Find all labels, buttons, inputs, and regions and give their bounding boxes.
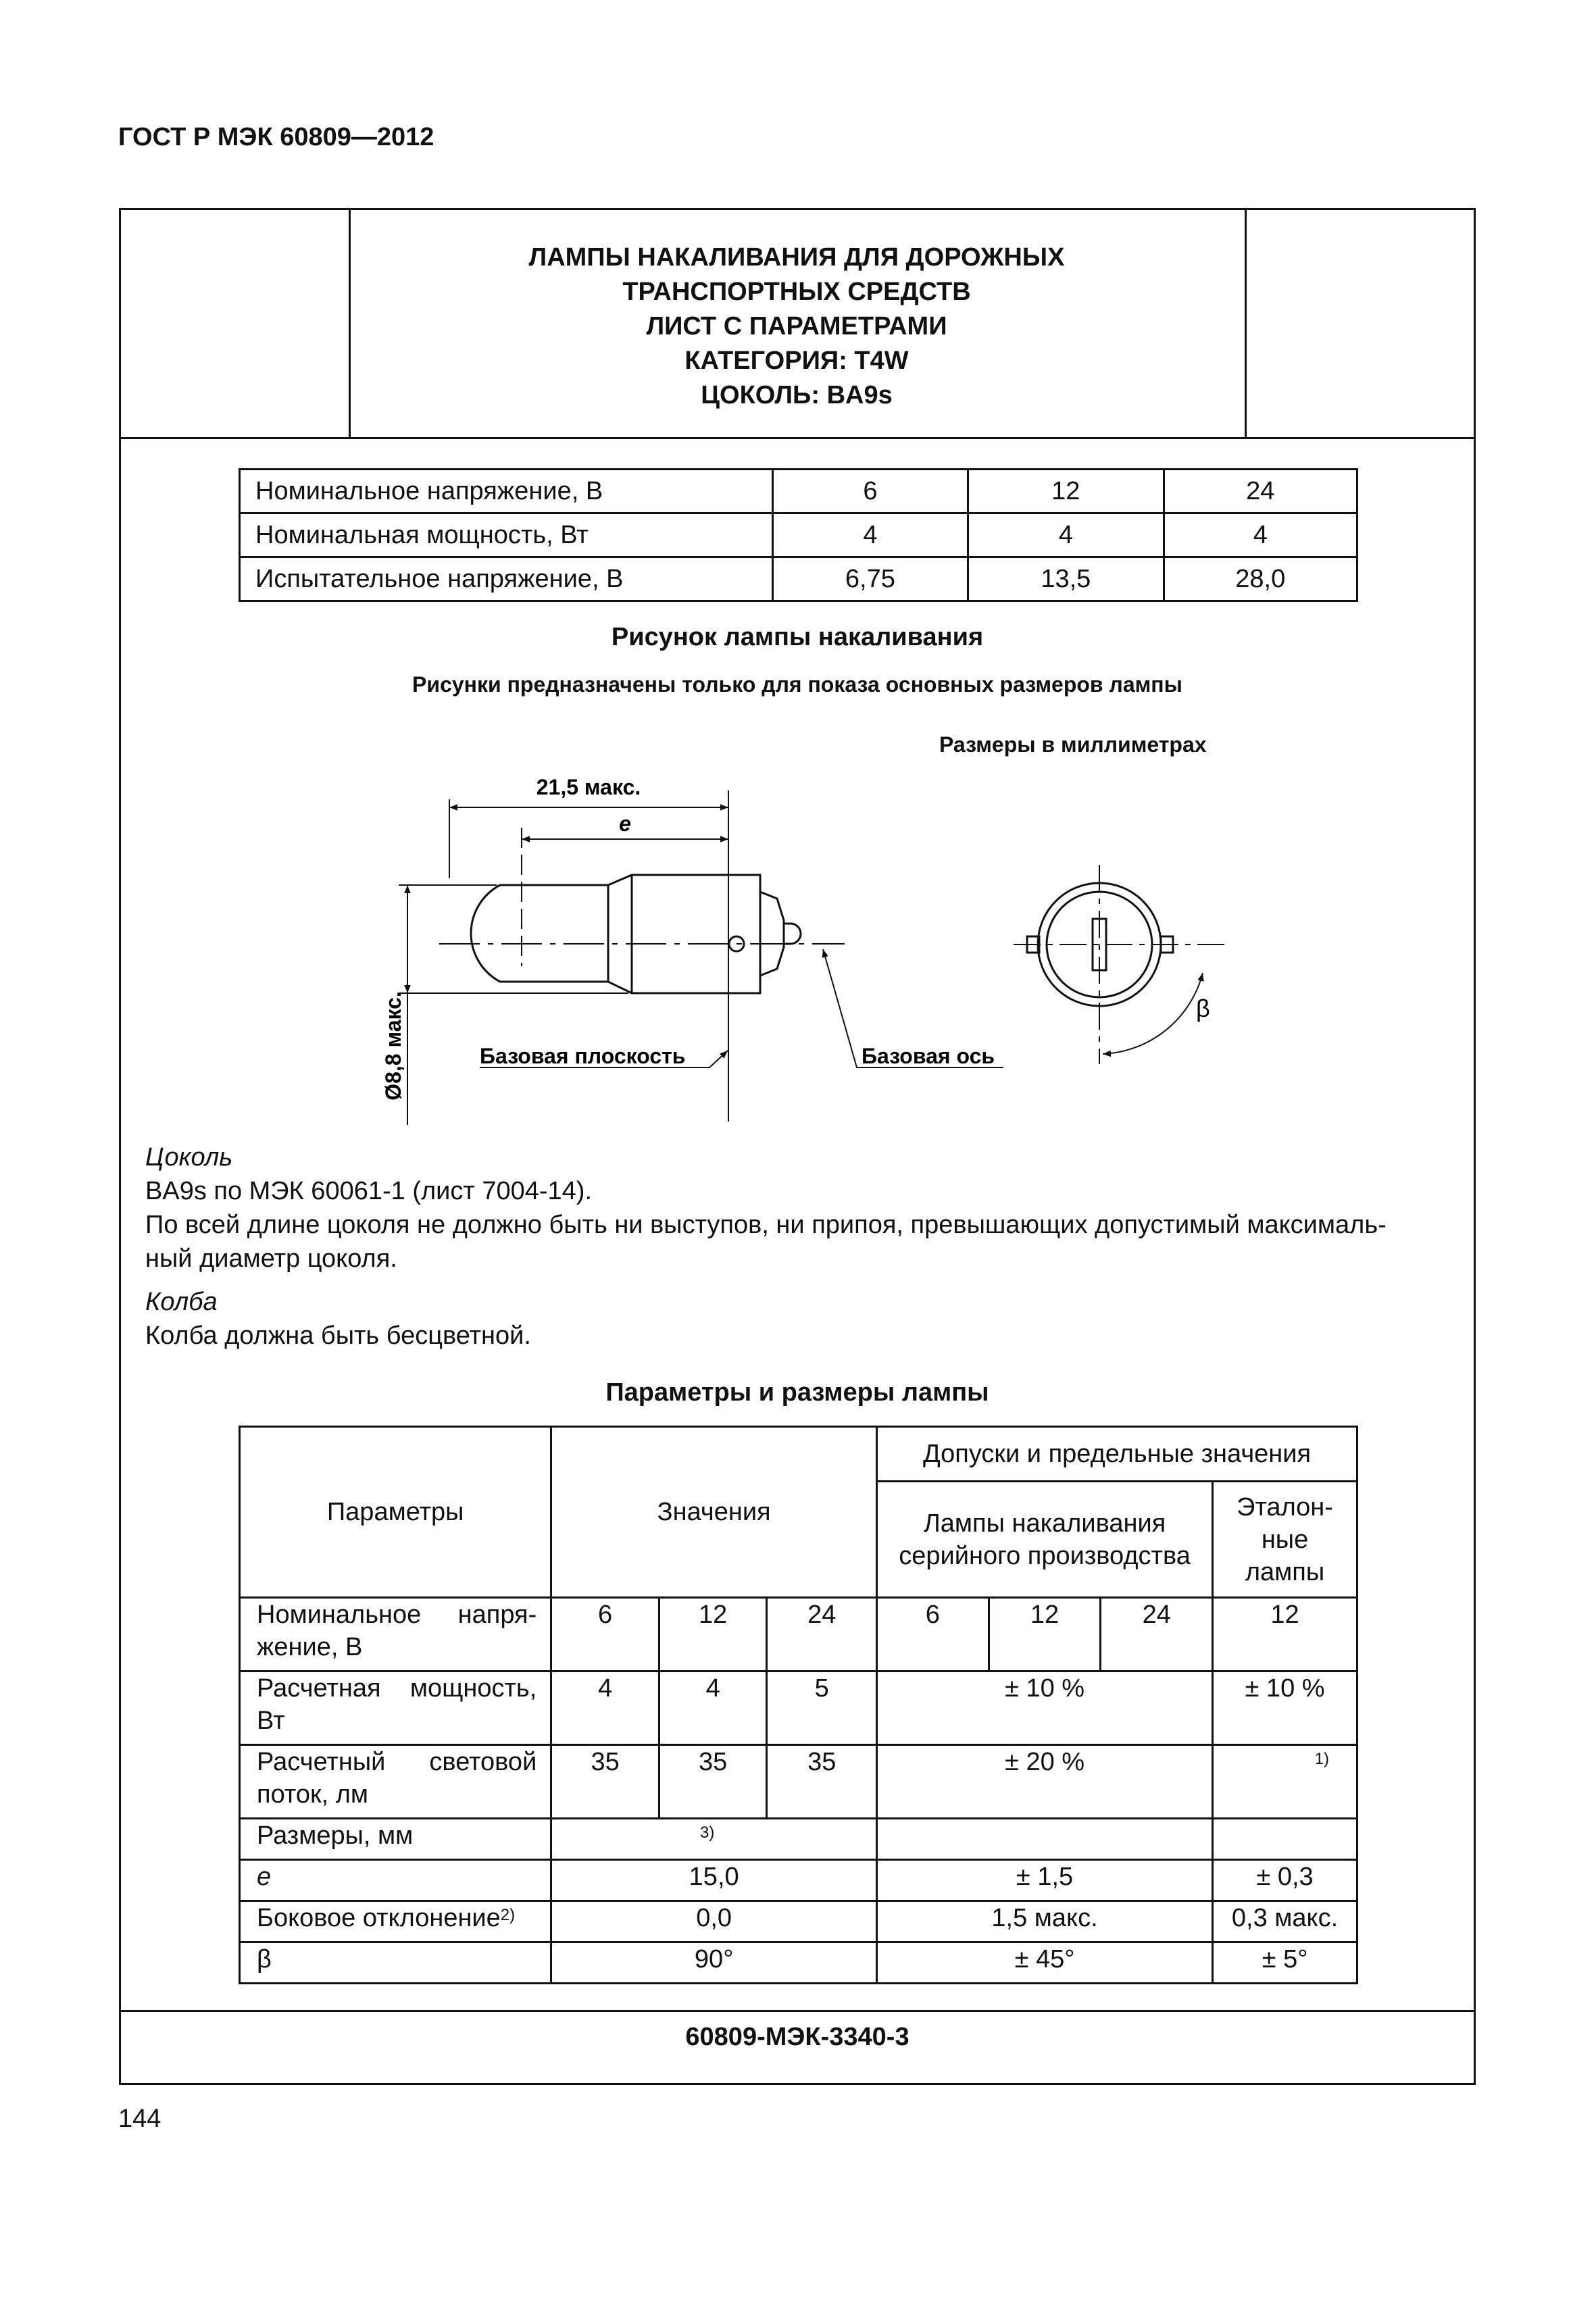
table-cell: ± 0,3 (1213, 1860, 1357, 1901)
table-cell: 24 (1101, 1598, 1213, 1671)
cap-contact (760, 892, 784, 976)
table-cell: 0,0 (551, 1901, 877, 1942)
rating-label: Номинальное напряжение, В (240, 470, 773, 513)
sheet-title (349, 241, 1245, 413)
rating-cell: 6 (772, 470, 968, 513)
table-cell: 15,0 (551, 1860, 877, 1901)
table-cell: ± 1,5 (877, 1860, 1213, 1901)
title-divider-right (1245, 208, 1247, 439)
base-plane-label: Базовая плоскость (480, 1044, 686, 1068)
table-cell: 12 (659, 1598, 767, 1671)
title-line: КАТЕГОРИЯ: T4W (684, 347, 909, 375)
header-params: Параметры (240, 1427, 551, 1598)
table-cell: 24 (767, 1598, 877, 1671)
rating-cell: 4 (772, 513, 968, 557)
row-label: Расчетный световой поток, лм (240, 1745, 551, 1819)
cap-note-line: По всей длине цоколя не должно быть ни выступов, ни припоя, превышающих допустимый максималь- (145, 1211, 1387, 1239)
title-line: ЛИСТ С ПАРАМЕТРАМИ (646, 312, 947, 341)
table-cell: ± 10 % (877, 1671, 1213, 1745)
beta-label: β (1196, 995, 1210, 1022)
params-table (239, 1426, 1358, 1984)
title-block (119, 208, 1476, 439)
table-cell (1213, 1745, 1357, 1819)
table-cell: 35 (659, 1745, 767, 1819)
table-cell: 12 (1213, 1598, 1357, 1671)
notes-section (145, 1140, 1387, 1353)
rating-cell: 28,0 (1164, 557, 1357, 601)
lamp-outline (471, 875, 760, 993)
cap-note-line: ный диаметр цоколя. (145, 1244, 397, 1273)
table-row (240, 1901, 1357, 1942)
dim-length-label: 21,5 макс. (536, 775, 641, 799)
table-cell: 1,5 макс. (877, 1901, 1213, 1942)
table-cell: 4 (551, 1671, 659, 1745)
dim-e-label: e (619, 811, 631, 836)
rating-label: Испытательное напряжение, В (240, 557, 773, 601)
document-header: ГОСТ Р МЭК 60809—2012 (118, 123, 434, 151)
table-cell: 12 (989, 1598, 1101, 1671)
lamp-drawing (0, 743, 1596, 1135)
table-cell: ± 5° (1213, 1942, 1357, 1984)
table-cell (877, 1819, 1213, 1860)
table-cell: 35 (551, 1745, 659, 1819)
table-cell: ± 45° (877, 1942, 1213, 1984)
table-row (240, 470, 1357, 513)
rating-cell: 6,75 (772, 557, 968, 601)
table-cell: 6 (551, 1598, 659, 1671)
title-line: ЛАМПЫ НАКАЛИВАНИЯ ДЛЯ ДОРОЖНЫХ (528, 243, 1065, 272)
table-row (240, 1598, 1357, 1671)
table-row (240, 1745, 1357, 1819)
beta-angle-arc (1103, 973, 1203, 1054)
rating-cell: 13,5 (968, 557, 1164, 601)
row-label: Расчетная мощность, Вт (240, 1671, 551, 1745)
lamp-side-view (399, 790, 1003, 1125)
cap-tip (784, 924, 801, 944)
table-cell (551, 1819, 877, 1860)
table-cell: 35 (767, 1745, 877, 1819)
cap-heading: Цоколь (145, 1143, 233, 1172)
rating-table (239, 468, 1358, 602)
rating-label: Номинальная мощность, Вт (240, 513, 773, 557)
bulb-note-line: Колба должна быть бесцветной. (145, 1322, 531, 1350)
title-line: ТРАНСПОРТНЫХ СРЕДСТВ (622, 278, 971, 306)
row-label: Номинальное напря-жение, В (240, 1598, 551, 1671)
rating-cell: 4 (968, 513, 1164, 557)
bulb-heading: Колба (145, 1288, 218, 1316)
base-axis-label: Базовая ось (862, 1044, 995, 1068)
table-cell: 90° (551, 1942, 877, 1984)
table-cell: ± 10 % (1213, 1671, 1357, 1745)
header-standard: Эталон-ные лампы (1213, 1482, 1357, 1598)
table-row (240, 1819, 1357, 1860)
sheet-code: 60809-МЭК-3340-3 (685, 2023, 909, 2051)
params-caption: Параметры и размеры лампы (605, 1378, 989, 1407)
lamp-end-view (1014, 865, 1226, 1064)
table-row (240, 1427, 1357, 1482)
rating-cell: 4 (1164, 513, 1357, 557)
figure-caption: Рисунок лампы накаливания (611, 623, 984, 651)
row-label (240, 1901, 551, 1942)
figure-note: Рисунки предназначены только для показа основных размеров лампы (412, 672, 1182, 697)
row-label: β (240, 1942, 551, 1984)
footer-divider (119, 2010, 1476, 2012)
table-cell: 0,3 макс. (1213, 1901, 1357, 1942)
units-note: Размеры в миллиметрах (939, 732, 1207, 757)
footnote-ref: 2) (500, 1906, 516, 1924)
page-number: 144 (118, 2105, 161, 2133)
header-serial: Лампы накаливания серийного производства (877, 1482, 1213, 1598)
table-row (240, 1860, 1357, 1901)
row-label: Размеры, мм (240, 1819, 551, 1860)
rating-cell: 12 (968, 470, 1164, 513)
table-cell: 4 (659, 1671, 767, 1745)
row-label-text: Боковое отклонение (257, 1904, 501, 1932)
table-row (240, 513, 1357, 557)
footnote-ref: 1) (1314, 1750, 1329, 1768)
dim-diameter-label: Ø8,8 макс. (381, 991, 405, 1101)
header-tolerances: Допуски и предельные значения (877, 1427, 1357, 1482)
rating-cell: 24 (1164, 470, 1357, 513)
title-line: ЦОКОЛЬ: BA9s (701, 381, 893, 409)
row-label: e (240, 1860, 551, 1901)
cap-note-line: BA9s по МЭК 60061-1 (лист 7004-14). (145, 1177, 593, 1205)
table-cell: ± 20 % (877, 1745, 1213, 1819)
table-cell (1213, 1819, 1357, 1860)
header-values: Значения (551, 1427, 877, 1598)
table-row (240, 1942, 1357, 1984)
table-row (240, 1671, 1357, 1745)
table-cell: 5 (767, 1671, 877, 1745)
table-row (240, 557, 1357, 601)
table-cell: 6 (877, 1598, 989, 1671)
footnote-ref: 3) (699, 1823, 715, 1842)
